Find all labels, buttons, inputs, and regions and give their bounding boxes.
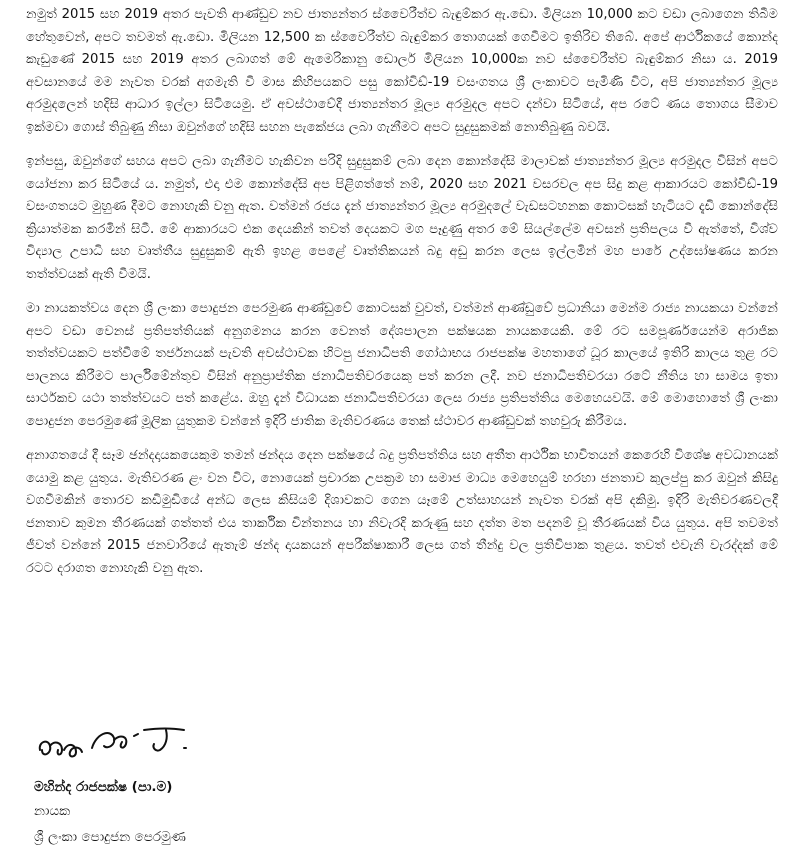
signer-title: නායක (34, 803, 71, 819)
signer-name: මහින්ද රාජපක්ෂ (පා.ම) (34, 779, 173, 795)
handwritten-signature (34, 720, 204, 772)
paragraph-4: අනාගතයේ දී සෑම ඡන්දදායකයෙකුම තමන් ඡන්දය දෙන පක්ෂයේ බදු ප්‍රතිපත්තිය සහ අතීත ආර්ථික භාවිතයන් කෙරෙහි විශේෂ අවධානයක් යොමු කළ යුතුය. මැතිවරණ ළං වන විට, නොයෙක් ප්‍රචාරක උපක්‍රම හා සමාජ මාධ්‍ය මෙහෙයුම් හරහා ජනතාව කුලප්පු කර ඔවුන් කිසිදු වගවීමකින් තොරව කඩිමුඩියේ අන්ධ ලෙස කිසියම් දිශාවකට ගෙන යෑමේ උත්සාහයන් නැවත වරක් අපි දකිමු. ඉදිරි මැතිවරණවලදී ජනතාව කුමන තීරණයක් ගත්තත් එය තාර්කික චින්තනය හා නිවැරදි කරුණු සහ දත්ත මත පදනම් වූ තීරණයක් විය යුතුය. අපි තවමත් ජීවත් වන්නේ 2015 ජනවාරියේ ඇතැම් ඡන්ද දායකයන් අපරීක්ෂාකාරී ලෙස ගත් තීන්දු වල ප්‍රතිවිපාක තුළය. තවත් එවැනි වැරද්දක් මේ රටට දරාගත නොහැකි වනු ඇත. (26, 448, 778, 576)
paragraph-2: ඉන්පසු, ඔවුන්ගේ සහය අපට ලබා ගැනීමට හැකිවන පරිදි සුදුසුකම් ලබා දෙන කොන්දේසි මාලාවක් ජාත්‍යන්තර මූල්‍ය අරමුදල විසින් අපට යෝජනා කර සිටියේ ය. නමුත්, එදා එම කොන්දේසි අප පිළිගත්තේ නම්, 2020 සහ 2021 වසරවල අප සිදු කළ ආකාරයට කෝවිඩ්-19 වසංගතයට මුහුණ දීමට නොහැකි වනු ඇත. වත්මන් රජය දැන් ජාත්‍යන්තර මූල්‍ය අරමුදලේ වැඩසටහනක කොටසක් හැටියට දැඩි කොන්දේසි ක්‍රියාත්මක කරමින් සිටී. මේ ආකාරයට එක දෙයකින් තවත් දෙයකට මග පෑදුණු අතර මේ සියල්ලේම අවසන් ප්‍රතිපලය වී ඇත්තේ, විශ්ව විද්‍යාල උපාධි සහ වෘත්තීය සුදුසුකම් ඇති ඉහළ පෙළේ වෘත්තිකයන් බදු අඩු කරන ලෙස ඉල්ලමින් මහ පාරේ උද්ඝෝෂණය කරන තත්ත්වයක් ඇති වීමයි. (26, 154, 778, 282)
paragraph-3: මා නායකත්වය දෙන ශ්‍රී ලංකා පොදුජන පෙරමුණ ආණ්ඩුවේ කොටසක් වුවත්, වත්මන් ආණ්ඩුවේ ප්‍රධානියා මෙන්ම රාජ්‍ය නායකයා වන්නේ අපට වඩා වෙනස් ප්‍රතිපත්තියක් අනුගමනය කරන වෙනත් දේශපාලන පක්ෂයක නායකයෙකි. මේ රට සමපූර්ණයෙන්ම අරාජික තත්ත්වයකට පත්වීමේ තර්ජනයක් පැවති අවස්ථාවක හිටපු ජනාධිපති ගෝඨාභය රාජපක්ෂ මහතාගේ ධූර කාලයේ ඉතිරි කාලය තුළ රට පාලනය කිරීමට පාර්ලිමේන්තුව විසින් අනුප්‍රාප්තික ජනාධිපතිවරයෙකු පත් කරන ලදී. නව ජනාධිපතිවරයා රටේ නීතිය හා සාමය ඉතා සාර්ථකව යථා තත්ත්වයට පත් කළේය. ඔහු දැන් විධායක ජනාධිපතිවරයා ලෙස රාජ්‍ය ප්‍රතිපත්තිය මෙහෙයවයි. මේ මොහොතේ ශ්‍රී ලංකා පොදුජන පෙරමුණේ මූලික යුතුකම වන්නේ ඉදිරි ජාතික මැතිවරණය තෙක් ස්ථාවර ආණ්ඩුවක් තහවුරු කිරීමය. (26, 301, 778, 429)
letter-body (26, 4, 778, 592)
signature-block (34, 720, 334, 850)
signer-organization: ශ්‍රී ලංකා පොදුජන පෙරමුණ (34, 829, 186, 845)
paragraph-1: නමුත් 2015 සහ 2019 අතර පැවති ආණ්ඩුව නව ජාත්‍යන්තර ස්වෛරීත්ව බැඳුම්කර ඇ.ඩො. මිලියන 10,000 කට වඩා ලබාගෙන තිබීම හේතුවෙන්, අපට තවමත් ඇ.ඩො. මිලියන 12,500 ක ස්වෛරීත්ව බැඳුම්කර තොගයක් ගෙවීමට ඉතිරිව තිබේ. අපේ ආර්ථිකයේ කොන්ද කැඩුණේ 2015 සහ 2019 අතර ලබාගත් මේ ඇමෙරිකානු ඩොලර් මිලියන 10,000ක නව ස්වෛරීත්ව බැඳුම්කර නිසා ය. 2019 අවසානයේ මම නැවත වරක් අගමැති වී මාස කිහිපයකට පසු කෝවිඩ්-19 වසංගතය ශ්‍රී ලංකාවට පැමිණි විට, අපි ජාත්‍යන්තර මූල්‍ය අරමුදලෙන් හදිසි ආධාර ඉල්ලා සිටියෙමු. ඒ අවස්ථාවේදී ජාත්‍යන්තර මූල්‍ය අරමුදල අපට දන්වා සිටියේ, අප රටේ ණය තොගය සීමාව ඉක්මවා ගොස් තිබුණු නිසා ඔවුන්ගේ හදිසි සහන පැකේජය ලබා ගැනීමට අපට සුදුසුකමක් නොතිබුණු බවයි. (26, 7, 778, 135)
